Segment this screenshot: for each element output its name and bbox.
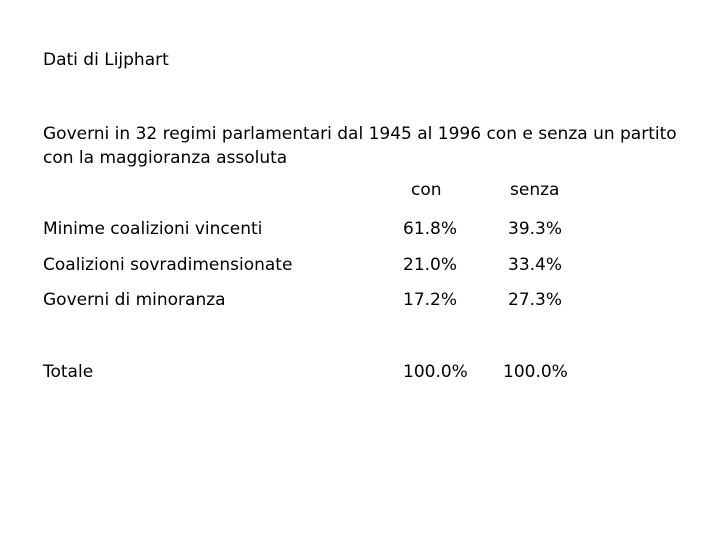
cell-con: 61.8%	[403, 219, 458, 239]
row-label: Governi di minoranza	[43, 290, 226, 310]
table-row	[0, 253, 720, 277]
table-row	[0, 288, 720, 312]
row-label: Totale	[43, 362, 94, 382]
column-header-senza: senza	[510, 180, 560, 200]
cell-con: 100.0%	[403, 362, 468, 382]
cell-senza: 39.3%	[508, 219, 563, 239]
cell-con: 21.0%	[403, 255, 458, 275]
table-row	[0, 217, 720, 241]
row-label: Coalizioni sovradimensionate	[43, 255, 293, 275]
page-title: Dati di Lijphart	[43, 50, 169, 70]
cell-senza: 100.0%	[503, 362, 568, 382]
column-header-con: con	[411, 180, 442, 200]
cell-con: 17.2%	[403, 290, 458, 310]
cell-senza: 27.3%	[508, 290, 563, 310]
table-row-total	[0, 360, 720, 384]
page-subtitle: Governi in 32 regimi parlamentari dal 1945 al 1996 con e senza un partito con la maggioranza assoluta	[43, 124, 677, 168]
cell-senza: 33.4%	[508, 255, 563, 275]
row-label: Minime coalizioni vincenti	[43, 219, 263, 239]
